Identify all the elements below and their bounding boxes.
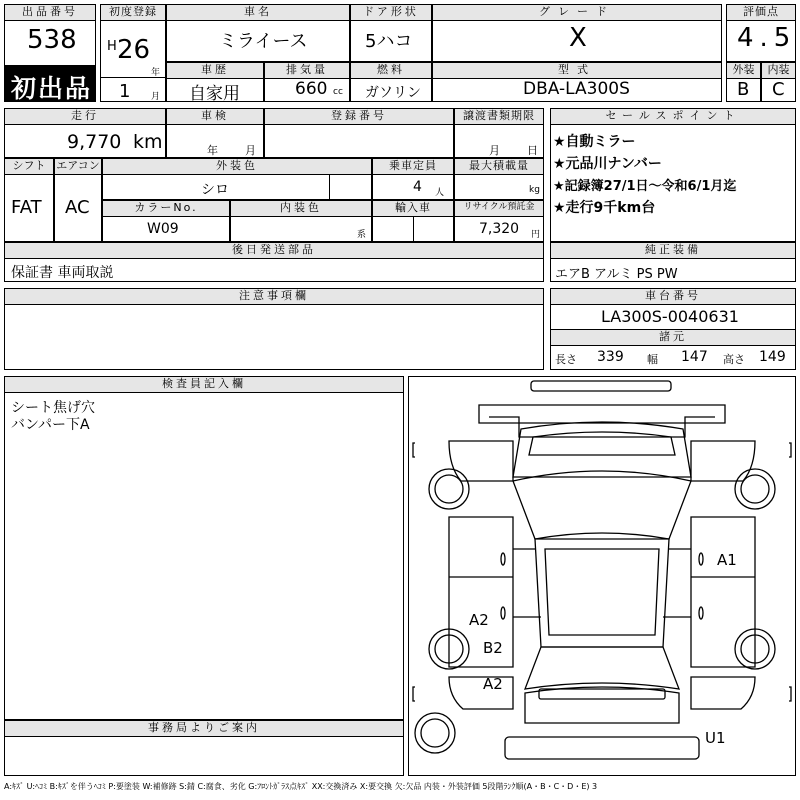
lot-number: 538 — [27, 25, 77, 55]
chassis-box: 車台番号 LA300S-0040631 諸元 長さ 339 幅 147 高さ 149 — [550, 288, 796, 370]
sales-point-2: ★元品川ナンバー — [553, 156, 662, 172]
door-type: 5ハコ — [365, 31, 413, 52]
displacement: 660 — [295, 79, 328, 99]
ac-box: エアコン AC — [54, 158, 102, 242]
inspector-box: 検査員記入欄 シート焦げ穴 バンパー下A — [4, 376, 404, 720]
equipment-value: エアB アルミ PS PW — [555, 267, 678, 282]
max-load-box: 最大積載量 kg — [454, 158, 544, 200]
car-outline-diagram — [409, 377, 795, 775]
first-reg-label: 初度登録 — [101, 5, 165, 21]
damage-mark-b2: B2 — [483, 639, 503, 657]
inspection-box: 車検 年 月 — [166, 108, 264, 158]
model: DBA-LA300S — [523, 79, 630, 99]
car-name: ミライース — [219, 31, 308, 52]
height: 149 — [759, 349, 786, 365]
model-box: 型式 DBA-LA300S — [432, 62, 722, 102]
shift: FAT — [11, 197, 42, 218]
history-box: 車歴 自家用 — [166, 62, 264, 102]
grade-box: グレード X — [432, 4, 722, 62]
interior-score: C — [772, 79, 785, 100]
exterior-box: 外装 B — [726, 62, 761, 102]
length: 339 — [597, 349, 624, 365]
ext-color-box: 外装色 シロ — [102, 158, 372, 200]
ext-color: シロ — [201, 182, 229, 198]
door-box: ドア形状 5ハコ — [350, 4, 432, 62]
transfer-box: 譲渡書類期限 月 日 — [454, 108, 544, 158]
legend: A:ｷｽﾞ U:ﾍｺﾐ B:ｷｽﾞを伴うﾍｺﾐ P:要塗装 W:補修跡 S:錆 C:腐食、劣化 G:ﾌﾛﾝﾄｶﾞﾗｽ点ｷｽﾞ XX:交換済み X:要交換 欠:欠品 内装・外装評価 5段階ﾗﾝｸ順(A・B・C・D・E) 3 — [4, 782, 598, 791]
parts-box: 後日発送部品 保証書 車両取説 — [4, 242, 544, 282]
exterior-score: B — [737, 79, 750, 100]
import-box: 輸入車 — [372, 200, 454, 242]
reg-month: 1 — [119, 81, 131, 102]
lot-label: 出品番号 — [5, 5, 95, 21]
recycle-fee: 7,320 — [479, 221, 520, 237]
score-box: 評価点 4.5 — [726, 4, 796, 62]
int-color-box: 内装色 系 — [230, 200, 372, 242]
era-prefix: H — [107, 39, 117, 54]
grade: X — [569, 23, 587, 53]
recycle-box: リサイクル預託金 7,320 円 — [454, 200, 544, 242]
color-no-box: カラーNo. W09 — [102, 200, 230, 242]
history: 自家用 — [189, 84, 240, 104]
chassis-number: LA300S-0040631 — [601, 307, 739, 326]
lot-box — [4, 4, 96, 66]
inspector-line-1: シート焦げ穴 — [11, 400, 95, 416]
mileage-box: 走行 9,770 km — [4, 108, 166, 158]
sales-point-1: ★自動ミラー — [553, 134, 636, 150]
capacity: 4 — [413, 179, 422, 195]
first-reg-box: 初度登録 H 26 年 1 月 — [100, 4, 166, 102]
sales-points-box: セールスポイント ★自動ミラー ★元品川ナンバー ★記録簿27/1日～令和6/1月迄 ★走行9千km台 — [550, 108, 796, 242]
sales-point-4: ★走行9千km台 — [553, 200, 656, 216]
damage-mark-a2-left: A2 — [469, 611, 489, 629]
ac: AC — [65, 197, 90, 218]
damage-mark-a1: A1 — [717, 551, 737, 569]
office-box: 事務局よりご案内 — [4, 720, 404, 776]
inspector-line-2: バンパー下A — [11, 417, 90, 433]
plate-box: 登録番号 — [264, 108, 454, 158]
reg-year: 26 — [117, 35, 151, 65]
damage-mark-a2-rear: A2 — [483, 675, 503, 693]
interior-box: 内装 C — [761, 62, 796, 102]
parts-value: 保証書 車両取説 — [11, 265, 114, 281]
equipment-box: 純正装備 エアB アルミ PS PW — [550, 242, 796, 282]
car-name-box: 車名 ミライース — [166, 4, 350, 62]
car-diagram — [408, 376, 796, 776]
sales-point-3: ★記録簿27/1日～令和6/1月迄 — [553, 179, 737, 194]
color-no: W09 — [147, 221, 179, 237]
width: 147 — [681, 349, 708, 365]
fuel: ガソリン — [365, 85, 421, 101]
shift-box: シフト FAT — [4, 158, 54, 242]
fuel-box: 燃料 ガソリン — [350, 62, 432, 102]
score: 4.5 — [737, 23, 797, 53]
displacement-box: 排気量 660 cc — [264, 62, 350, 102]
damage-mark-u1: U1 — [705, 729, 726, 747]
first-listing-badge: 初出品 — [4, 66, 96, 102]
capacity-box: 乗車定員 4 人 — [372, 158, 454, 200]
mileage: 9,770 — [67, 131, 122, 153]
notes-box: 注意事項欄 — [4, 288, 544, 370]
